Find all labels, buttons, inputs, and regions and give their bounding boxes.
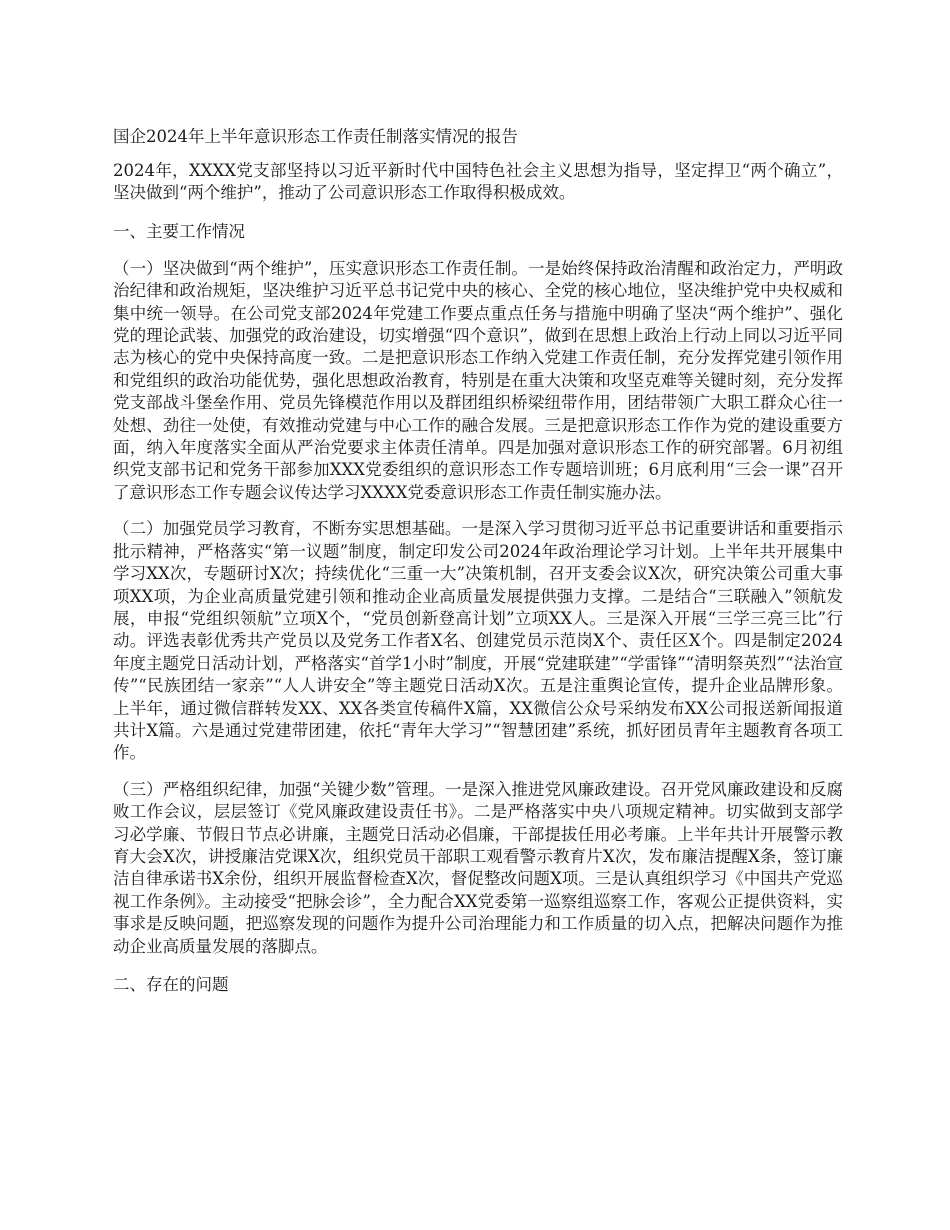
- paragraph-discipline: （三）严格组织纪律，加强“关键少数”管理。一是深入推进党风廉政建设。召开党风廉政建设和反腐败工作会议，层层签订《党风廉政建设责任书》。二是严格落实中央八项规定精神。切实做到支部学习必学廉、节假日节点必讲廉，主题党日活动必倡廉，干部提拔任用必考廉。上半年共计开展警示教育大会X次，讲授廉洁党课X次，组织党员干部职工观看警示教育片X次，发布廉洁提醒X条，签订廉洁自律承诺书X余份，组织开展监督检查X次，督促整改问题X项。三是认真组织学习《中国共产党巡视工作条例》。主动接受“把脉会诊”，全力配合XX党委第一巡察组巡察工作，客观公正提供资料，实事求是反映问题，把巡察发现的问题作为提升公司治理能力和工作质量的切入点，把解决问题作为推动企业高质量发展的落脚点。: [113, 779, 843, 956]
- paragraph-party-education: （二）加强党员学习教育，不断夯实思想基础。一是深入学习贯彻习近平总书记重要讲话和重要指示批示精神，严格落实“第一议题”制度，制定印发公司2024年政治理论学习计划。上半年共开展集中学习XX次，专题研讨X次；持续优化“三重一大”决策机制，召开支委会议X次，研究决策公司重大事项XX项，为企业高质量党建引领和推动企业高质量发展提供强力支撑。二是结合“三联融入”领航发展，申报“党组织领航”立项X个，“党员创新登高计划”立项XX人。三是深入开展“三学三亮三比”行动。评选表彰优秀共产党员以及党务工作者X名、创建党员示范岗X个、责任区X个。四是制定2024年度主题党日活动计划，严格落实“首学1小时”制度，开展“党建联建”“学雷锋”“清明祭英烈”“法治宣传”“民族团结一家亲”“人人讲安全”等主题党日活动X次。五是注重舆论宣传，提升企业品牌形象。上半年，通过微信群转发XX、XX各类宣传稿件X篇，XX微信公众号采纳发布XX公司报送新闻报道共计X篇。六是通过党建带团建，依托“青年大学习”“智慧团建”系统，抓好团员青年主题教育各项工作。: [113, 519, 843, 763]
- document-page: [113, 124, 843, 1011]
- section-heading-problems: 二、存在的问题: [113, 975, 229, 994]
- document-title: 国企2024年上半年意识形态工作责任制落实情况的报告: [113, 127, 518, 146]
- section-heading-main-work: 一、主要工作情况: [113, 221, 245, 241]
- paragraph-two-safeguards: （一）坚决做到“两个维护”，压实意识形态工作责任制。一是始终保持政治清醒和政治定力，严明政治纪律和政治规矩，坚决维护习近平总书记党中央的核心、全党的核心地位，坚决维护党中央权威和集中统一领导。在公司党支部2024年党建工作要点重点任务与措施中明确了坚决“两个维护”、强化党的理论武装、加强党的政治建设，切实增强“四个意识”，做到在思想上政治上行动上同以习近平同志为核心的党中央保持高度一致。二是把意识形态工作纳入党建工作责任制，充分发挥党建引领作用和党组织的政治功能优势，强化思想政治教育，特别是在重大决策和攻坚克难等关键时刻，充分发挥党支部战斗堡垒作用、党员先锋模范作用以及群团组织桥梁纽带作用，团结带领广大职工群众心往一处想、劲往一处使，有效推动党建与中心工作的融合发展。三是把意识形态工作作为党的建设重要方面，纳入年度落实全面从严治党要求主体责任清单。四是加强对意识形态工作的研究部署。6月初组织党支部书记和党务干部参加XXX党委组织的意识形态工作专题培训班；6月底利用“三会一课”召开了意识形态工作专题会议传达学习XXXX党委意识形态工作责任制实施办法。: [113, 258, 843, 502]
- intro-paragraph: 2024年，XXXX党支部坚持以习近平新时代中国特色社会主义思想为指导，坚定捍卫“两个确立”，坚决做到“两个维护”，推动了公司意识形态工作取得积极成效。: [113, 161, 843, 203]
